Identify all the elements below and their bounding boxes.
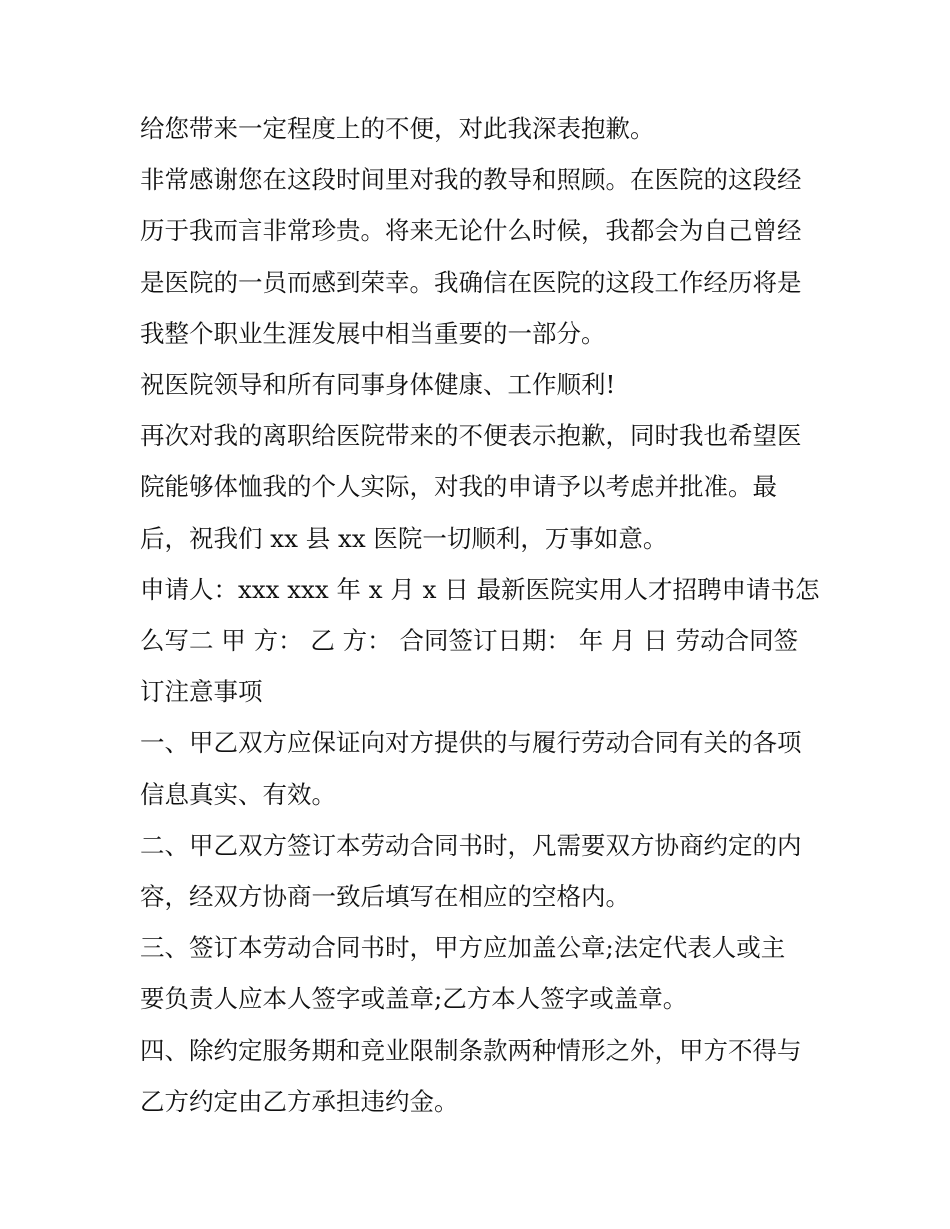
text-line: 一、甲乙双方应保证向对方提供的与履行劳动合同有关的各项 [140,728,802,758]
text-line: 后，祝我们 xx 县 xx 医院一切顺利，万事如意。 [140,523,668,553]
text-line: 二、甲乙双方签订本劳动合同书时，凡需要双方协商约定的内 [140,830,802,860]
text-line: 订注意事项 [140,677,263,707]
text-line: 院能够体恤我的个人实际，对我的申请予以考虑并批准。最 [140,472,777,502]
text-line: 三、签订本劳动合同书时，甲方应加盖公章;法定代表人或主 [140,933,786,963]
text-line: 给您带来一定程度上的不便，对此我深表抱歉。 [140,114,655,143]
text-line: 信息真实、有效。 [140,779,336,809]
text-line: 是医院的一员而感到荣幸。我确信在医院的这段工作经历将是 [140,267,802,297]
text-line: 么写二 甲 方： 乙 方： 合同签订日期： 年 月 日 劳动合同签 [140,626,799,656]
text-line: 再次对我的离职给医院带来的不便表示抱歉，同时我也希望医 [140,421,802,451]
text-line: 四、除约定服务期和竞业限制条款两种情形之外，甲方不得与 [140,1035,802,1065]
text-line: 我整个职业生涯发展中相当重要的一部分。 [140,318,606,348]
text-line: 申请人：xxx xxx 年 x 月 x 日 最新医院实用人才招聘申请书怎 [140,574,820,604]
text-line: 要负责人应本人签字或盖章;乙方本人签字或盖章。 [140,984,688,1014]
text-line: 乙方约定由乙方承担违约金。 [140,1086,459,1116]
text-line: 容，经双方协商一致后填写在相应的空格内。 [140,882,630,912]
document-body [140,103,820,1127]
text-line: 历于我而言非常珍贵。将来无论什么时候，我都会为自己曾经 [140,216,802,246]
text-line: 非常感谢您在这段时间里对我的教导和照顾。在医院的这段经 [140,165,802,195]
text-line: 祝医院领导和所有同事身体健康、工作顺利! [140,370,616,400]
